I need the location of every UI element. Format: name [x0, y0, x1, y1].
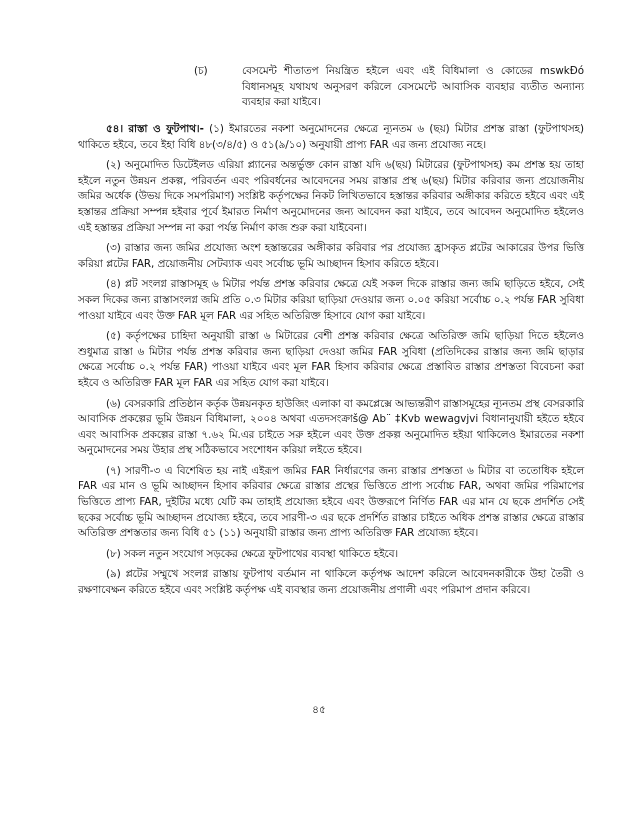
clause-number: (চ) — [194, 65, 208, 77]
subclause-1: (১) ইমারতের নকশা অনুমোদনের ক্ষেত্রে ন্যূনতম ৬ (ছয়) মিটার প্রশস্ত রাস্তা (ফুটপাথসহ) থাকিতে হইবে, তবে ইহা বিধি ৪৮(৩/৪/৫) ও ৫১(৯/১০) অনুযায়ী প্রাপ্য FAR এর জন্য প্রযোজ্য নহে। — [78, 123, 584, 151]
section-54-intro — [78, 122, 584, 153]
subclause-9: (৯) প্লটের সম্মুখে সংলগ্ন রাস্তায় ফুটপাথ বর্তমান না থাকিলে কর্তৃপক্ষ আদেশ করিলে আবেদনকারীকে উহা তৈরী ও রক্ষণাবেক্ষন করিতে হইবে এবং সংশ্লিষ্ট কর্তৃপক্ষ এই ব্যবস্থার জন্য প্রয়োজনীয় প্রণালী এবং পরিমাপ প্রদান করিবে। — [78, 568, 584, 597]
subclause-4: (৪) প্লট সংলগ্ন রাস্তাসমূহ ৬ মিটার পর্যন্ত প্রশস্ত করিবার ক্ষেত্রে যেই সকল দিকে রাস্তার জন্য জমি ছাড়িতে হইবে, সেই সকল দিকের জন্য রাস্তাসংলগ্ন জমি প্রতি ০.৩ মিটার করিয়া ছাড়িয়া দেওয়ার জন্য ০.০৫ করিয়া সর্বোচ্চ ০.২ পর্যন্ত FAR সুবিধা পাওয়া যাইবে এবং উক্ত FAR মূল FAR এর সহিত অতিরিক্ত হিসাবে যোগ করা যাইবে। — [78, 278, 584, 322]
section-heading: রাস্তা ও ফুটপাথ।- — [128, 123, 204, 135]
subclause-6: (৬) বেসরকারি প্রতিষ্ঠান কর্তৃক উন্নয়নকৃত হাউজিং এলাকা বা কমপ্লেক্সে আভ্যন্তরীণ রাস্তাসমূহের ন্যূনতম প্রস্থ বেসরকারি আবাসিক প্রকল্পের ভূমি উন্নয়ন বিধিমালা, ২০০৪ অথবা এতদসংক্রাš@ Ab¨ ‡Kvb wewagvjvi বিধানানুযায়ী হইতে হইবে এবং আবাসিক প্রকল্পের রাস্তা ৭.৬২ মি.এর চাইতে সরু হইলে এবং উক্ত প্রকল্প অনুমোদিত হইয়া থাকিলেও ইমারতের নকশা অনুমোদনের সময় উহার প্রস্থ সঠিকভাবে সংশোধন করিয়া লইতে হইবে। — [78, 397, 584, 457]
section-number: ৫৪। — [106, 123, 124, 135]
subclause-2: (২) অনুমোদিত ডিটেইলড এরিয়া প্ল্যানের অন্তর্ভুক্ত কোন রাস্তা যদি ৬(ছয়) মিটারের (ফুটপাথসহ) কম প্রশস্ত হয় তাহা হইলে নতুন উন্নয়ন প্রকল্প, পরিবর্তন এবং পরিবর্ধনের আবেদনের সময় রাস্তার প্রস্থ ৬(ছয়) মিটার করিবার জন্য প্রয়োজনীয় জমির অর্ধেক (উভয় দিকে সমপরিমাণ) সংশ্লিষ্ট কর্তৃপক্ষের নিকট লিখিতভাবে হস্তান্তর করিবার অঙ্গীকার করিতে হইবে এবং এই হস্তান্তর প্রক্রিয়া সম্পন্ন হইবার পূর্বে ইমারত নির্মাণ অনুমোদনের জন্য আবেদন করা যাইবে, তবে আবেদন অনুমোদিত হইলেও এই হস্তান্তর প্রক্রিয়া সম্পন্ন না করা পর্যন্ত নির্মাণ কাজ শুরু করা যাইবেনা। — [78, 159, 584, 234]
clause-text: বেসমেন্ট শীতাতপ নিয়ন্ত্রিত হইলে এবং এই বিধিমালা ও কোডের mswkÐó বিধানসমূহ যথাযথ অনুসরণ করিলে বেসমেন্টে আবাসিক ব্যবহার ব্যতীত অন্যান্য ব্যবহার করা যাইবে। — [242, 65, 584, 109]
subclause-7: (৭) সারণী-৩ এ বিশেষিত হয় নাই এইরূপ জমির FAR নির্ধারণের জন্য রাস্তার প্রশস্ততা ৬ মিটার বা ততোধিক হইলে FAR এর মান ও ভূমি আচ্ছাদন হিসাব করিবার ক্ষেত্রে রাস্তার প্রস্থের ভিত্তিতে প্রাপ্য সর্বোচ্চ FAR, অথবা জমির পরিমাপের ভিত্তিতে প্রাপ্য FAR, দুইটির মধ্যে যেটি কম তাহাই প্রযোজ্য হইবে এবং উক্তরূপে নির্ণিত FAR এর মান যে ছকে প্রদর্শিত সেই ছকের সর্বোচ্চ ভূমি আচ্ছাদন প্রযোজ্য হইবে, তবে সারণী-৩ এর ছকে প্রদর্শিত রাস্তার চাইতে অধিক প্রশস্ত রাস্তার ক্ষেত্রে রাস্তার অতিরিক্ত প্রশস্ততার জন্য বিধি ৫১ (১১) অনুযায়ী রাস্তার জন্য প্রাপ্য অতিরিক্ত FAR প্রযোজ্য হইবে। — [78, 464, 584, 540]
section-body — [78, 122, 584, 604]
page-number: ৪৫ — [312, 704, 326, 716]
subclause-5: (৫) কর্তৃপক্ষের চাহিদা অনুযায়ী রাস্তা ৬ মিটারের বেশী প্রশস্ত করিবার ক্ষেত্রে অতিরিক্ত জমি ছাড়িয়া দিতে হইলেও শুধুমাত্র রাস্তা ৬ মিটার পর্যন্ত প্রশস্ত করিবার জন্য ছাড়িয়া দেওয়া জমির FAR সুবিধা (প্রতিদিকের রাস্তার জন্য জমি ছাড়ার ক্ষেত্রে সর্বোচ্চ ০.২ পর্যন্ত FAR) পাওয়া যাইবে এবং মূল FAR হিসাব করিবার ক্ষেত্রে প্রস্তাবিত রাস্তার প্রশস্ততা বিবেচনা করা হইবে ও অতিরিক্ত FAR মূল FAR এর সহিত যোগ করা যাইবে। — [78, 330, 584, 389]
clause-cha — [194, 64, 584, 111]
subclause-3: (৩) রাস্তার জন্য জমির প্রযোজ্য অংশ হস্তান্তরের অঙ্গীকার করিবার পর প্রযোজ্য হ্রাসকৃত প্লটের আকারের উপর ভিত্তি করিয়া প্লটের FAR, প্রয়োজনীয় সেটব্যাক এবং সর্বোচ্চ ভূমি আচ্ছাদন হিসাব করিতে হইবে। — [78, 242, 584, 270]
subclause-8: (৮) সকল নতুন সংযোগ সড়কের ক্ষেত্রে ফুটপাথের ব্যবস্থা থাকিতে হইবে। — [106, 547, 399, 560]
